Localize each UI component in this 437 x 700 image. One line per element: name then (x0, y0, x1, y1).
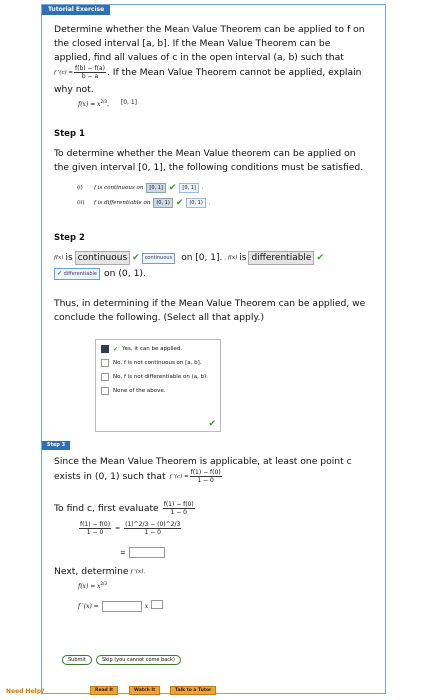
condition-continuous: (i) f is continuous on [0, 1] ✔ [0, 1] . (77, 183, 204, 193)
option-not-differentiable[interactable]: No, f is not differentiable on (a, b). (101, 373, 208, 381)
cond1-answer-field[interactable]: [0, 1] (179, 183, 198, 193)
evaluation-input[interactable] (129, 547, 165, 558)
check-icon: ✔ (208, 419, 216, 429)
skip-button[interactable]: Skip (you cannot come back) (96, 655, 181, 665)
problem-line-4-text: . If the Mean Value Theorem cannot be applied, explain (106, 66, 362, 78)
check-icon: ✔ (316, 253, 325, 263)
formula-fraction: $\frac{f(b) - f(a)}{b - a}$ (75, 65, 105, 80)
exercise-panel (41, 4, 386, 694)
step3-text-2: exists in (0, 1) such that f '(c) = $\frac{f(1) - f(0)}{1 - 0}$ (54, 469, 221, 484)
check-icon: ✔ (113, 345, 119, 353)
check-icon: ✔ (168, 183, 177, 193)
step1-text-2: the given interval [0, 1], the following conditions must be satisfied. (54, 162, 364, 173)
step3-label: Step 3 (42, 441, 70, 450)
step2-label: Step 2 (54, 233, 85, 243)
cond2-answer-field[interactable]: (0, 1) (186, 198, 205, 208)
cond2-answer-blank[interactable]: (0, 1) (153, 198, 172, 208)
option-none[interactable]: None of the above. (101, 387, 166, 395)
fx-line: $f(x) = x^{2/3}$ (78, 581, 107, 590)
problem-line-3: applied, find all values of c in the open interval (a, b) such that (54, 52, 344, 63)
step2-thus-1: Thus, in determining if the Mean Value Theorem can be applied, we (54, 298, 366, 309)
step3-text-1: Since the Mean Value Theorem is applicable, at least one point c (54, 456, 352, 467)
check-icon: ✔ (175, 198, 184, 208)
checkbox[interactable] (101, 359, 109, 367)
differentiable-dropdown[interactable]: ✔ differentiable (54, 268, 100, 280)
option-not-continuous[interactable]: No, f is not continuous on [a, b]. (101, 359, 202, 367)
step3-find-c: To find c, first evaluate $\frac{f(1) - f(0)}{1 - 0}$ (54, 501, 194, 516)
problem-line-5: why not. (54, 84, 94, 95)
given-function: $f(x) = x^{2/3}$, [0, 1] (78, 99, 138, 108)
step2-thus-2: conclude the following. (Select all that apply.) (54, 312, 265, 323)
fpx-line: f '(x) = x (78, 601, 163, 612)
problem-line-4 (54, 65, 377, 80)
option-yes[interactable]: ✔ Yes, it can be applied. (101, 345, 182, 353)
cond1-answer-blank[interactable]: [0, 1] (146, 183, 165, 193)
step3-next: Next, determine f '(x). (54, 566, 146, 577)
formula-lhs: f '(c) = (54, 69, 74, 76)
watch-it-button[interactable]: Watch It (129, 686, 160, 695)
step1-text-1: To determine whether the Mean Value theorem can be applied on (54, 148, 356, 159)
given-interval: [0, 1] (120, 99, 138, 106)
checkbox[interactable] (101, 387, 109, 395)
submit-button[interactable]: Submit (62, 655, 92, 665)
talk-to-tutor-button[interactable]: Talk to a Tutor (170, 686, 216, 695)
step1-label: Step 1 (54, 129, 85, 139)
check-icon: ✔ (132, 253, 140, 263)
options-box (95, 339, 221, 432)
tab-title: Tutorial Exercise (42, 5, 110, 15)
problem-line-2: the closed interval [a, b]. If the Mean Value Theorem can be (54, 38, 331, 49)
problem-line-1: Determine whether the Mean Value Theorem can be applied to f on (54, 24, 365, 35)
continuous-answer[interactable]: continuous (75, 251, 131, 265)
condition-differentiable: (ii) f is differentiable on (0, 1) ✔ (0, 1) . (77, 198, 211, 208)
differentiable-answer[interactable]: differentiable (248, 251, 314, 265)
fpx-exponent-input[interactable] (151, 600, 163, 609)
step2-line-2: ✔ differentiable on (0, 1). (54, 267, 377, 281)
read-it-button[interactable]: Read It (90, 686, 118, 695)
step2-line-1: f(x) is continuous ✔ continuous on [0, 1]. , f(x) is differentiable ✔ (54, 253, 325, 263)
need-help-label: Need Help? (6, 688, 45, 695)
checkbox[interactable] (101, 373, 109, 381)
evaluation-answer: = (120, 547, 165, 558)
evaluation-line: $\frac{f(1) - f(0)}{1 - 0}$ = $\frac{(1)\^{}2/3 - (0)\^{}2/3}{1 - 0}$ (80, 521, 181, 536)
checkbox-checked[interactable] (101, 345, 109, 353)
fpx-coefficient-input[interactable] (102, 601, 142, 612)
continuous-dropdown[interactable]: continuous (142, 253, 176, 264)
